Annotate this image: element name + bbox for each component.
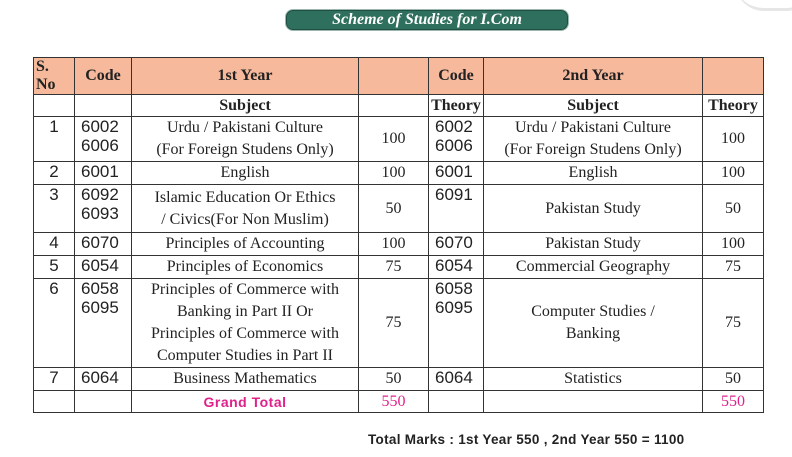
course-code (75, 185, 132, 233)
subject-name-line: Principles of Economics (166, 258, 324, 275)
serial-number: 4 (34, 233, 75, 256)
theory-marks: 50 (359, 185, 429, 233)
course-code-2-line: 6002 (435, 117, 473, 136)
subject-name-line: (For Foreign Studens Only) (156, 141, 334, 158)
course-code-2-line: 6054 (435, 256, 473, 275)
table-row (34, 162, 764, 185)
header-blank-2 (703, 58, 764, 95)
table-body (34, 117, 764, 391)
theory-marks: 75 (359, 256, 429, 279)
subject-name-2 (484, 368, 703, 391)
table-row (34, 279, 764, 368)
serial-number: 1 (34, 117, 75, 162)
grand-total-label: Grand Total (132, 391, 359, 413)
grand-total-year1: 550 (359, 391, 429, 413)
subject-name (132, 117, 359, 162)
course-code-line: 6054 (81, 256, 119, 275)
serial-number: 6 (34, 279, 75, 368)
table-row (34, 233, 764, 256)
course-code-line: 6070 (81, 233, 119, 252)
subject-name (132, 279, 359, 368)
theory-marks-2: 50 (703, 185, 764, 233)
subject-name (132, 185, 359, 233)
course-code (75, 368, 132, 391)
course-code-2-line: 6001 (435, 162, 473, 181)
scheme-table (33, 57, 764, 413)
serial-number: 5 (34, 256, 75, 279)
subject-name-2 (484, 233, 703, 256)
theory-marks: 50 (359, 368, 429, 391)
subject-name-line: English (220, 164, 270, 181)
serial-number: 2 (34, 162, 75, 185)
subject-name-2-line: Banking (565, 325, 621, 342)
subject-name (132, 162, 359, 185)
course-code-2-line: 6070 (435, 233, 473, 252)
course-code-2-line: 6058 (435, 279, 473, 298)
theory-marks: 75 (359, 279, 429, 368)
course-code-2 (429, 279, 484, 368)
theory-marks: 100 (359, 117, 429, 162)
theory-marks-2: 100 (703, 117, 764, 162)
subject-name-2-line: English (568, 164, 618, 181)
subject-name (132, 368, 359, 391)
course-code-line: 6006 (81, 136, 119, 155)
subheader-blank (34, 95, 75, 117)
subject-name-2 (484, 279, 703, 368)
total-marks-note: Total Marks : 1st Year 550 , 2nd Year 550 = 1100 (368, 432, 685, 447)
course-code (75, 117, 132, 162)
subject-name-line: Urdu / Pakistani Culture (167, 119, 323, 136)
course-code-line: 6064 (81, 368, 119, 387)
total-blank-1 (34, 391, 75, 413)
subject-name-line: Computer Studies in Part II (157, 347, 333, 364)
subject-name-line: Business Mathematics (173, 370, 317, 387)
subheader-subject: Subject (132, 95, 359, 117)
total-blank-2 (75, 391, 132, 413)
course-code (75, 279, 132, 368)
course-code-2 (429, 162, 484, 185)
course-code (75, 233, 132, 256)
subject-name-2-line: Statistics (564, 370, 622, 387)
subheader-theory: Theory (703, 95, 764, 117)
corner-decoration (735, 0, 792, 11)
course-code-line: 6001 (81, 162, 119, 181)
course-code-2 (429, 117, 484, 162)
subject-name-2-line: Computer Studies / (531, 303, 655, 320)
theory-marks: 100 (359, 162, 429, 185)
subject-name-line: Principles of Accounting (165, 235, 325, 252)
table-row (34, 117, 764, 162)
grand-total-row (34, 391, 764, 413)
header-code-2: Code (429, 58, 484, 95)
course-code-line: 6058 (81, 279, 119, 298)
total-blank-3 (429, 391, 484, 413)
course-code-2 (429, 368, 484, 391)
theory-marks-2: 100 (703, 162, 764, 185)
course-code (75, 256, 132, 279)
subheader-blank-code (75, 95, 132, 117)
subheader-theory-code: Theory (429, 95, 484, 117)
course-code-2 (429, 185, 484, 233)
course-code-2-line: 6064 (435, 368, 473, 387)
subheader-subject-2: Subject (484, 95, 703, 117)
subject-name-2 (484, 256, 703, 279)
subject-name-line: Islamic Education Or Ethics (154, 188, 336, 206)
header-sno: S. No (34, 58, 75, 95)
course-code-line: 6092 (81, 185, 119, 204)
subject-name-line: Principles of Commerce with (151, 325, 339, 342)
subject-name-2-line: Pakistan Study (545, 199, 641, 217)
course-code-line: 6095 (81, 298, 119, 317)
table-row (34, 185, 764, 233)
course-code-2-line: 6006 (435, 136, 473, 155)
serial-number: 3 (34, 185, 75, 233)
theory-marks-2: 75 (703, 256, 764, 279)
header-1st-year: 1st Year (132, 58, 359, 95)
subject-name (132, 256, 359, 279)
course-code-2-line: 6095 (435, 298, 473, 317)
table-row (34, 368, 764, 391)
theory-marks-2: 75 (703, 279, 764, 368)
subject-name-2 (484, 117, 703, 162)
theory-marks-2: 100 (703, 233, 764, 256)
subject-name-2 (484, 185, 703, 233)
course-code-2-line: 6091 (435, 185, 473, 204)
subject-name-2-line: (For Foreign Studens Only) (504, 141, 682, 158)
header-code: Code (75, 58, 132, 95)
subject-name-2-line: Commercial Geography (515, 258, 671, 275)
subheader-blank-marks (359, 95, 429, 117)
course-code (75, 162, 132, 185)
subject-name-line: / Civics(For Non Muslim) (161, 210, 329, 228)
subject-name-line: Principles of Commerce with (151, 281, 339, 298)
subject-name-2-line: Urdu / Pakistani Culture (515, 119, 671, 136)
theory-marks-2: 50 (703, 368, 764, 391)
page-title: Scheme of Studies for I.Com (285, 9, 569, 31)
table-row (34, 256, 764, 279)
subject-name-2 (484, 162, 703, 185)
subject-name-2-line: Pakistan Study (545, 235, 641, 252)
course-code-2 (429, 256, 484, 279)
theory-marks: 100 (359, 233, 429, 256)
course-code-line: 6002 (81, 117, 119, 136)
subject-name (132, 233, 359, 256)
course-code-line: 6093 (81, 204, 119, 223)
header-row (34, 58, 764, 95)
header-2nd-year: 2nd Year (484, 58, 703, 95)
total-blank-4 (484, 391, 703, 413)
header-blank (359, 58, 429, 95)
subject-name-line: Banking in Part II Or (177, 303, 313, 320)
course-code-2 (429, 233, 484, 256)
serial-number: 7 (34, 368, 75, 391)
subheader-row (34, 95, 764, 117)
grand-total-year2: 550 (703, 391, 764, 413)
